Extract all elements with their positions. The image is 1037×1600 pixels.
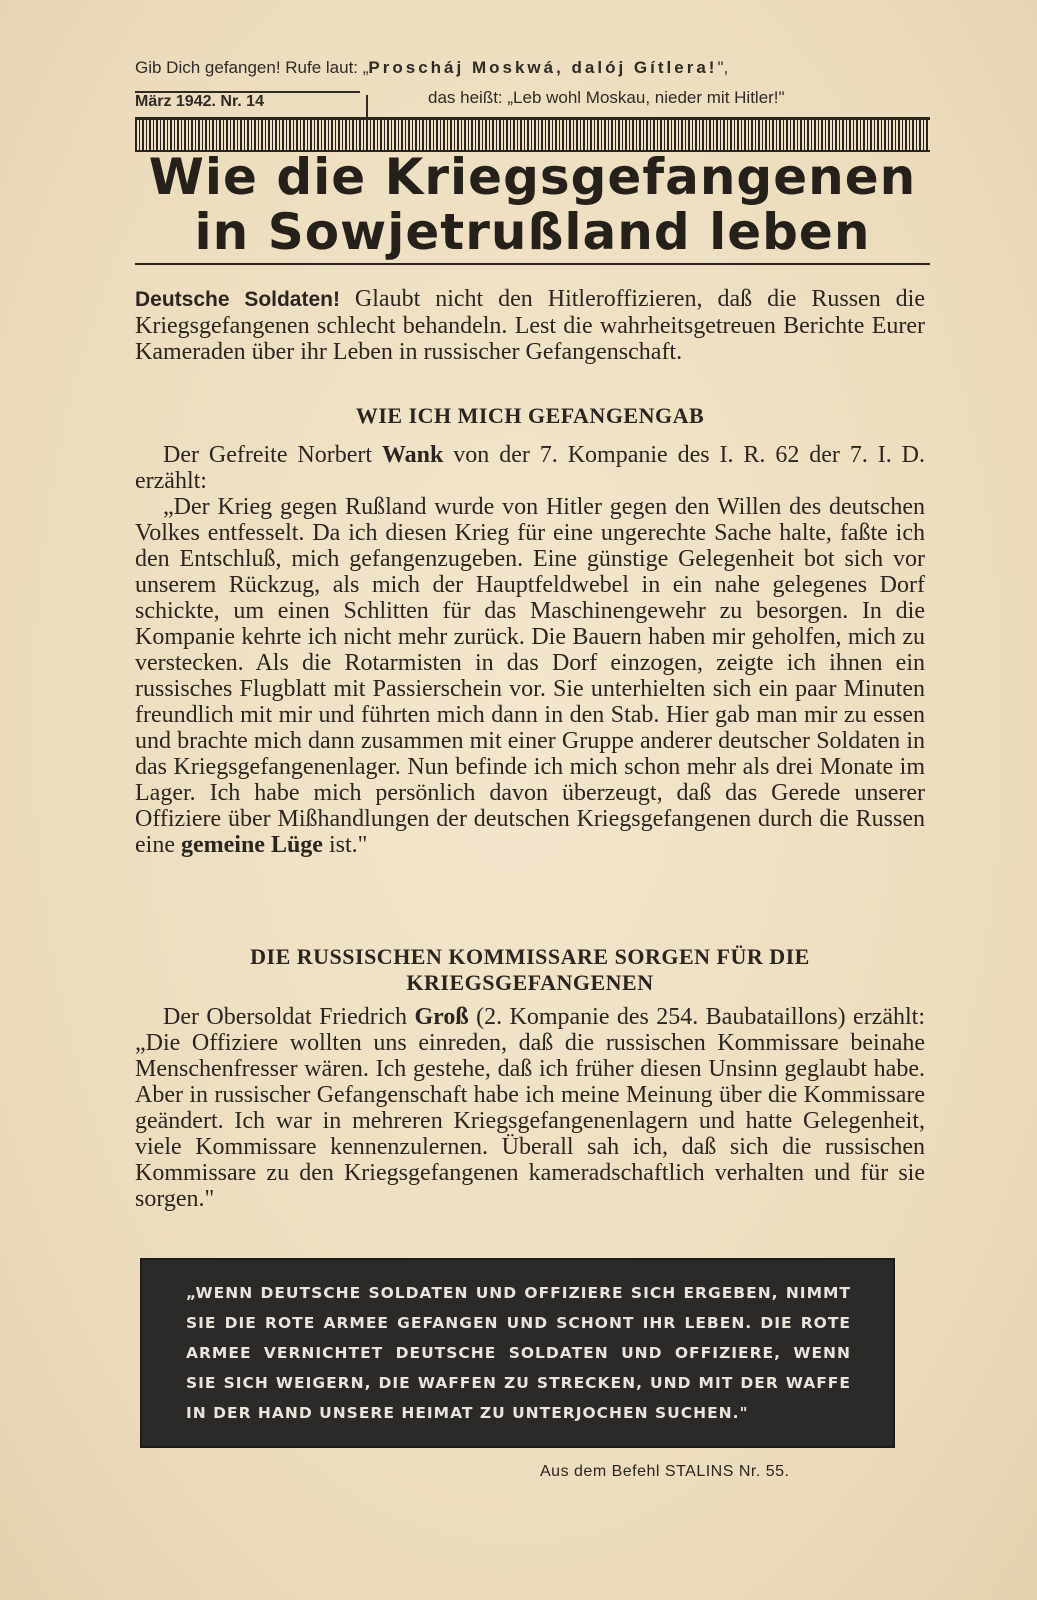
masthead-slogan — [135, 58, 728, 78]
section2-name: Groß — [414, 1004, 469, 1030]
section2-body: Der Obersoldat Friedrich Groß (2. Kompanie des 254. Baubataillons) erzählt: „Die Offiziere wollten uns einreden, daß die russischen Kommissare beinahe Menschenfresser wären. Ich gestehe, daß ich früher diesen Unsinn geglaubt habe. Aber in russischer Gefangenschaft habe ich meine Meinung über die Kommissare geändert. Ich war in mehreren Kriegsgefangenenlagern und hatte Gelegenheit, viele Kommissare kennenzulernen. Überall sah ich, daß sich die russischen Kommissare zu den Kriegsgefangenen kameradschaftlich verhalten und für sie sorgen." — [135, 1004, 925, 1212]
section2-title: DIE RUSSISCHEN KOMMISSARE SORGEN FÜR DIE KRIEGSGEFANGENEN — [250, 944, 810, 995]
issue-separator — [366, 95, 368, 117]
quote-source: Aus dem Befehl STALINS Nr. 55. — [540, 1463, 790, 1480]
issue-date: März 1942. Nr. 14 — [135, 91, 360, 111]
headline — [135, 150, 930, 260]
headline-line-1: Wie die Kriegsgefangenen — [148, 148, 917, 206]
stalin-quote-box: „WENN DEUTSCHE SOLDATEN UND OFFIZIERE SICH ERGEBEN, NIMMT SIE DIE ROTE ARMEE GEFANGEN UND SCHONT IHR LEBEN. DIE ROTE ARMEE VERNICHTET DEUTSCHE SOLDATEN UND OFFIZIERE, WENN SIE SICH WEIGERN, DIE WAFFEN ZU STRECKEN, UND MIT DER WAFFE IN DER HAND UNSERE HEIMAT ZU UNTERJOCHEN SUCHEN." — [140, 1258, 895, 1448]
headline-line-2: in Sowjetrußland leben — [194, 203, 871, 261]
ornamental-band — [135, 117, 930, 152]
section1-intro: Der Gefreite Norbert Wank von der 7. Kompanie des I. R. 62 der 7. I. D. erzählt: — [135, 442, 926, 494]
slogan-prefix: Gib Dich gefangen! Rufe laut: „ — [135, 58, 369, 77]
section1-quote: „Der Krieg gegen Rußland wurde von Hitler gegen den Willen des deutschen Volkes entfesselt. Da ich diesen Krieg für eine ungerechte Sache halte, faßte ich den Entschluß, mich gefangenzugeben. Eine günstige Gelegenheit bot sich vor unserem Rückzug, als mich der Hauptfeldwebel in ein nahe gelegenes Dorf schickte, um einen Schlitten für das Maschinengewehr zu besorgen. In die Kompanie kehrte ich nicht mehr zurück. Die Bauern haben mir geholfen, mich zu verstecken. Als die Rotarmisten in das Dorf einzogen, zeigte ich ihnen ein russisches Flugblatt mit Passierschein vor. Sie unterhielten sich ein paar Minuten freundlich mit mir und führten mich dann in den Stab. Hier gab man mir zu essen und brachte mich dann zusammen mit einer Gruppe anderer deutscher Soldaten in das Kriegsgefangenenlager. Nun befinde ich mich schon mehr als drei Monate im Lager. Ich habe mich persönlich davon überzeugt, daß das Gerede unserer Offiziere über Mißhandlungen der deutschen Kriegsgefangenen durch die Russen eine gemeine Lüge ist." — [135, 494, 925, 858]
section1-body — [135, 442, 925, 858]
slogan-translation: das heißt: „Leb wohl Moskau, nieder mit Hitler!" — [428, 88, 785, 107]
intro-paragraph — [135, 286, 925, 365]
section1-title: WIE ICH MICH GEFANGENGAB — [355, 403, 705, 428]
headline-rule — [135, 263, 930, 265]
intro-text: Glaubt nicht den Hitleroffizieren, daß die Russen die Kriegsgefangenen schlecht behandeln. Lest die wahrheitsgetreuen Berichte Eurer Kameraden über ihr Leben in russischer Gefangenschaft. — [135, 286, 925, 365]
section1-emphasis: gemeine Lüge — [180, 832, 323, 858]
slogan-suffix: ", — [717, 58, 729, 77]
slogan-russian: Proscháj Moskwá, dalój Gítlera! — [368, 58, 718, 77]
section1-name: Wank — [382, 442, 444, 468]
intro-lead: Deutsche Soldaten! — [135, 288, 340, 311]
